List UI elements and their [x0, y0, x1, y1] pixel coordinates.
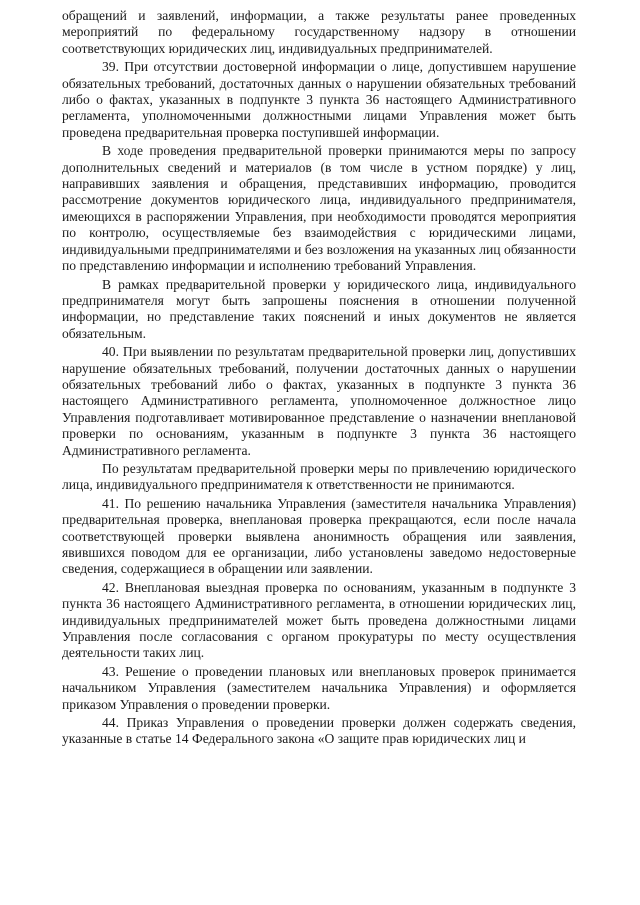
paragraph-explanations: В рамках предварительной проверки у юридического лица, индивидуального предпринимателя могут быть запрошены пояснения в отношении полученной информации, но представление таких пояснений и иных документов не является обязательным.: [62, 276, 576, 341]
paragraph-item-40: 40. При выявлении по результатам предварительной проверки лиц, допустивших нарушение обязательных требований, получении достаточных данных о нарушении обязательных требований либо о фактах, указанных в подпункте 3 пункта 36 настоящего Административного регламента, уполномоченное должностное лицо Управления подготавливает мотивированное представление о назначении внеплановой проверки по основаниям, указанным в подпункте 3 пункта 36 настоящего Административного регламента.: [62, 344, 576, 458]
paragraph-item-41: 41. По решению начальника Управления (заместителя начальника Управления) предварительная проверка, внеплановая проверка прекращаются, если после начала соответствующей проверки выявлена анонимность обращения или заявления, явившихся поводом для ее организации, либо установлены заведомо недостоверные сведения, содержащиеся в обращении или заявлении.: [62, 495, 576, 577]
paragraph-item-42: 42. Внеплановая выездная проверка по основаниям, указанным в подпункте 3 пункта 36 настоящего Административного регламента, в отношении юридических лиц, индивидуальных предпринимателей может быть проведена должностными лицами Управления после согласования с органом прокуратуры по месту осуществления деятельности таких лиц.: [62, 579, 576, 661]
paragraph-continuation: обращений и заявлений, информации, а также результаты ранее проведенных мероприятий по федеральному государственному надзору в отношении соответствующих юридических лиц, индивидуальных предпринимателей.: [62, 8, 576, 56]
document-page: [62, 8, 576, 750]
paragraph-item-43: 43. Решение о проведении плановых или внеплановых проверок принимается начальником Управления (заместителем начальника Управления) и оформляется приказом Управления о проведении проверки.: [62, 663, 576, 712]
paragraph-preliminary-check-measures: В ходе проведения предварительной проверки принимаются меры по запросу дополнительных сведений и материалов (в том числе в устном порядке) у лиц, направивших заявления и обращения, представивших информацию, проводится рассмотрение документов юридического лица, индивидуального предпринимателя, имеющихся в распоряжении Управления, при необходимости проводятся мероприятия по контролю, осуществляемые без взаимодействия с юридическими лицами, индивидуальными предпринимателями и без возложения на указанных лиц обязанности по представлению информации и исполнению требований Управления.: [62, 143, 576, 274]
paragraph-item-44: 44. Приказ Управления о проведении проверки должен содержать сведения, указанные в статье 14 Федерального закона «О защите прав юридических лиц и: [62, 715, 576, 747]
paragraph-no-liability: По результатам предварительной проверки меры по привлечению юридического лица, индивидуального предпринимателя к ответственности не принимаются.: [62, 460, 576, 493]
paragraph-item-39: 39. При отсутствии достоверной информации о лице, допустившем нарушение обязательных требований, достаточных данных о нарушении обязательных требований либо о фактах, указанных в подпункте 3 пункта 36 настоящего Административного регламента, уполномоченными должностными лицами Управления может быть проведена предварительная проверка поступившей информации.: [62, 59, 576, 140]
